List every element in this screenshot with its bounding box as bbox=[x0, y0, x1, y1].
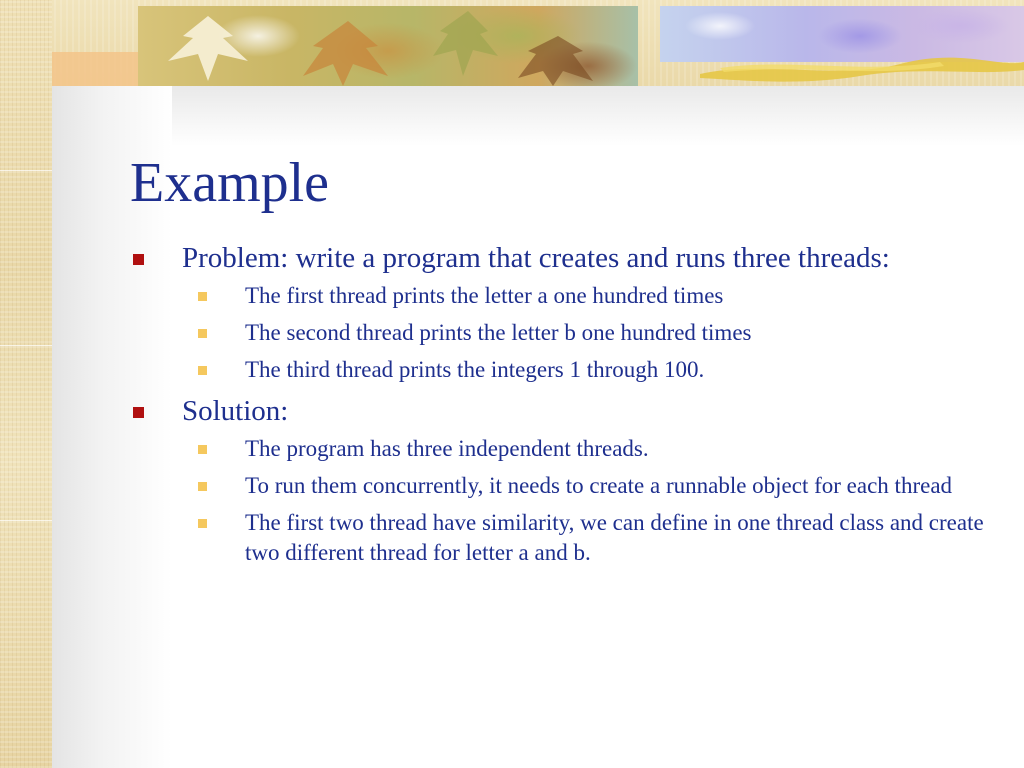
bullet-item-problem bbox=[130, 240, 990, 385]
small-square-bullet-icon bbox=[198, 445, 207, 454]
sub-bullet-text: The first two thread have similarity, we can define in one thread class and create two different thread for letter a and b. bbox=[245, 510, 984, 565]
small-square-bullet-icon bbox=[198, 519, 207, 528]
small-square-bullet-icon bbox=[198, 482, 207, 491]
strip-seam bbox=[0, 170, 52, 171]
bullet-list bbox=[130, 240, 990, 576]
slide-title: Example bbox=[130, 152, 330, 214]
sub-bullet-text: The program has three independent threads. bbox=[245, 436, 649, 461]
sub-bullet-text: The third thread prints the integers 1 through 100. bbox=[245, 357, 705, 382]
sub-bullet-list bbox=[182, 434, 990, 568]
sub-bullet-item bbox=[130, 434, 990, 464]
strip-seam bbox=[0, 520, 52, 521]
sub-bullet-text: The first thread prints the letter a one hundred times bbox=[245, 283, 724, 308]
sub-bullet-item bbox=[130, 318, 990, 348]
autumn-leaves-image bbox=[138, 6, 638, 86]
square-bullet-icon bbox=[133, 407, 144, 418]
bullet-text: Solution: bbox=[182, 395, 289, 427]
left-decorative-strip bbox=[0, 0, 52, 768]
sub-bullet-list bbox=[182, 281, 990, 385]
leaf-shapes bbox=[138, 6, 638, 86]
bullet-item-solution bbox=[130, 393, 990, 568]
sub-bullet-item bbox=[130, 471, 990, 501]
sub-bullet-item bbox=[130, 508, 990, 568]
gold-brush-stroke bbox=[700, 54, 1024, 82]
sub-bullet-item bbox=[130, 355, 990, 385]
top-shadow bbox=[52, 86, 1024, 146]
bullet-text: Problem: write a program that creates and runs three threads: bbox=[182, 242, 890, 274]
small-square-bullet-icon bbox=[198, 292, 207, 301]
sub-bullet-text: To run them concurrently, it needs to create a runnable object for each thread bbox=[245, 473, 953, 498]
sub-bullet-text: The second thread prints the letter b one hundred times bbox=[245, 320, 752, 345]
small-square-bullet-icon bbox=[198, 329, 207, 338]
sub-bullet-item bbox=[130, 281, 990, 311]
strip-seam bbox=[0, 345, 52, 346]
square-bullet-icon bbox=[133, 254, 144, 265]
small-square-bullet-icon bbox=[198, 366, 207, 375]
